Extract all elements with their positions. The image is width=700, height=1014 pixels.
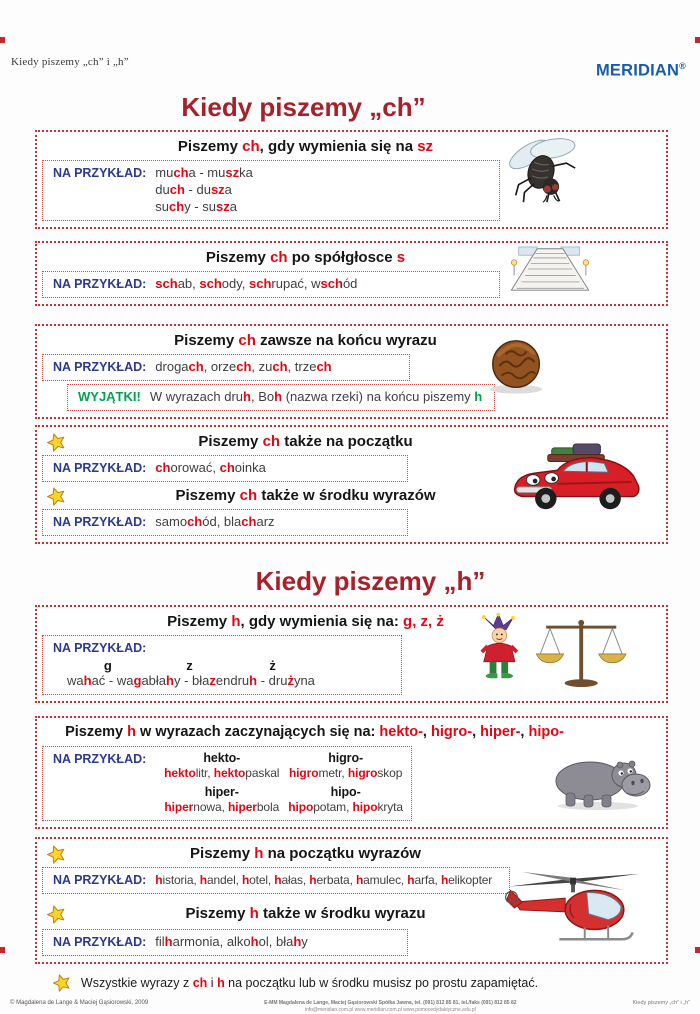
example-label: NA PRZYKŁAD: <box>53 641 147 655</box>
walnut-image <box>486 336 548 396</box>
example-line: błahy - błazen <box>148 673 231 688</box>
page-title-h: Kiedy piszemy „h” <box>255 566 486 596</box>
prefix-group-higro <box>288 751 403 781</box>
brand-name: MERIDIAN <box>595 61 680 80</box>
page-title-ch: Kiedy piszemy „ch” <box>181 92 426 122</box>
prefix-header: hekto- <box>203 751 241 765</box>
section-heading: Piszemy h na początku wyrazów <box>190 845 421 862</box>
car-image <box>508 441 646 519</box>
example-lines <box>155 165 253 215</box>
prefix-header: higro- <box>328 751 364 765</box>
example-label: NA PRZYKŁAD: <box>53 935 147 949</box>
example-line: chorować, choinka <box>155 460 266 475</box>
helicopter-image <box>502 865 646 949</box>
brand-logo <box>596 61 686 81</box>
example-label: NA PRZYKŁAD: <box>53 277 147 291</box>
section-h-przedrostki <box>35 716 668 829</box>
exchange-column-zdot <box>230 658 315 689</box>
section-heading: Piszemy ch zawsze na końcu wyrazu <box>174 332 437 349</box>
example-label: NA PRZYKŁAD: <box>53 752 147 766</box>
examples-box <box>42 509 408 536</box>
section-ch-na-koncu <box>35 324 668 419</box>
document-title: Kiedy piszemy „ch” i „h” <box>11 56 129 68</box>
prefix-group-hekto <box>155 751 288 781</box>
section-heading: Piszemy ch po spółgłosce s <box>205 249 406 266</box>
crop-mark <box>695 947 700 953</box>
example-label: NA PRZYKŁAD: <box>53 360 147 374</box>
column-header: g <box>103 658 112 673</box>
section-heading: Piszemy h, gdy wymienia się na: g, z, ż <box>167 613 444 630</box>
section-ch-poczatek-srodek <box>35 425 668 544</box>
star-icon <box>46 432 67 453</box>
prefix-header: hiper- <box>204 785 239 799</box>
examples-box <box>42 746 412 821</box>
hippo-image <box>550 752 652 814</box>
section-h-poczatek-srodek <box>35 837 668 964</box>
section-heading: Piszemy h także w środku wyrazu <box>185 905 426 922</box>
fly-image <box>502 132 582 208</box>
examples-box <box>42 635 402 695</box>
examples-box <box>42 160 500 221</box>
star-icon <box>46 904 67 925</box>
example-label: NA PRZYKŁAD: <box>53 515 147 529</box>
example-label: NA PRZYKŁAD: <box>53 166 147 180</box>
column-header: z <box>186 658 193 673</box>
example-line: schab, schody, schrupać, wschód <box>155 276 358 291</box>
example-label: NA PRZYKŁAD: <box>53 461 147 475</box>
crop-mark <box>695 37 700 43</box>
footer-note-text: Wszystkie wyrazy z ch i h na początku lub w środku musisz po prostu zapamiętać. <box>80 976 539 990</box>
example-line: duch - dusza <box>155 182 232 197</box>
examples-box <box>42 867 510 894</box>
registered-mark: ® <box>679 61 686 71</box>
example-line: historia, handel, hotel, hałas, herbata, hamulec, harfa, helikopter <box>155 873 493 887</box>
publisher-info <box>264 1000 516 1014</box>
stairs-image <box>504 246 596 292</box>
examples-box <box>42 929 408 956</box>
crop-mark <box>0 947 5 953</box>
example-line: higrometr, higroskop <box>288 766 403 780</box>
publisher-line1: E-MM Magdalena de Lange, Maciej Gąsiorowski Spółka Jawna, tel. (091) 812 85 81, tel./faks (091) 812 85 82 <box>264 1000 517 1006</box>
exception-line: W wyrazach druh, Boh (nazwa rzeki) na końcu piszemy h <box>149 389 483 404</box>
jester-and-scales-image <box>472 613 630 689</box>
example-line: wahać - waga <box>67 673 149 688</box>
example-line: hektolitr, hektopaskal <box>164 766 280 780</box>
exchange-column-g <box>67 658 149 689</box>
example-line: hipernowa, hiperbola <box>164 800 280 814</box>
star-icon <box>46 486 67 507</box>
star-icon <box>46 844 67 865</box>
example-line: filharmonia, alkohol, błahy <box>155 934 308 949</box>
example-line: druh - drużyna <box>230 673 315 688</box>
exceptions-box <box>67 384 495 411</box>
examples-box <box>42 455 408 482</box>
star-icon <box>52 973 72 993</box>
examples-box <box>42 271 500 298</box>
example-line: mucha - muszka <box>155 165 253 180</box>
exchange-table <box>53 658 315 689</box>
prefix-groups <box>155 751 403 815</box>
crop-mark <box>0 37 5 43</box>
prefix-group-hiper <box>155 785 288 815</box>
copyright-text: © Magdalena de Lange & Maciej Gąsiorowski, 2009 <box>10 1000 149 1006</box>
examples-box <box>42 354 410 381</box>
example-line: samochód, blacharz <box>155 514 275 529</box>
publisher-line2: info@meridian.com.pl www.meridian.com.pl www.pomocedydaktyczne.edu.pl <box>304 1007 476 1013</box>
example-line: hipopotam, hipokryta <box>288 800 403 814</box>
footer-note <box>0 973 700 993</box>
section-ch-po-s <box>35 241 668 306</box>
example-line: suchy - susza <box>155 199 237 214</box>
section-heading: Piszemy ch także na początku <box>198 433 413 450</box>
section-h-wymiana-gzz <box>35 605 668 703</box>
section-heading: Piszemy h w wyrazach zaczynających się na: hekto-, higro-, hiper-, hipo- <box>65 724 564 740</box>
document-ref: Kiedy piszemy „ch” i „h” <box>632 1000 690 1006</box>
exceptions-label: WYJĄTKI! <box>78 389 141 404</box>
section-heading: Piszemy ch także w środku wyrazów <box>175 487 436 504</box>
section-heading: Piszemy ch, gdy wymienia się na sz <box>177 138 434 155</box>
exchange-column-z <box>149 658 231 689</box>
column-header: ż <box>269 658 276 673</box>
prefix-group-hipo <box>288 785 403 815</box>
example-label: NA PRZYKŁAD: <box>53 873 147 887</box>
example-line: drogach, orzech, zuch, trzech <box>155 359 332 374</box>
prefix-header: hipo- <box>330 785 361 799</box>
section-ch-wymiana-sz <box>35 130 668 229</box>
imprint <box>10 1000 690 1014</box>
